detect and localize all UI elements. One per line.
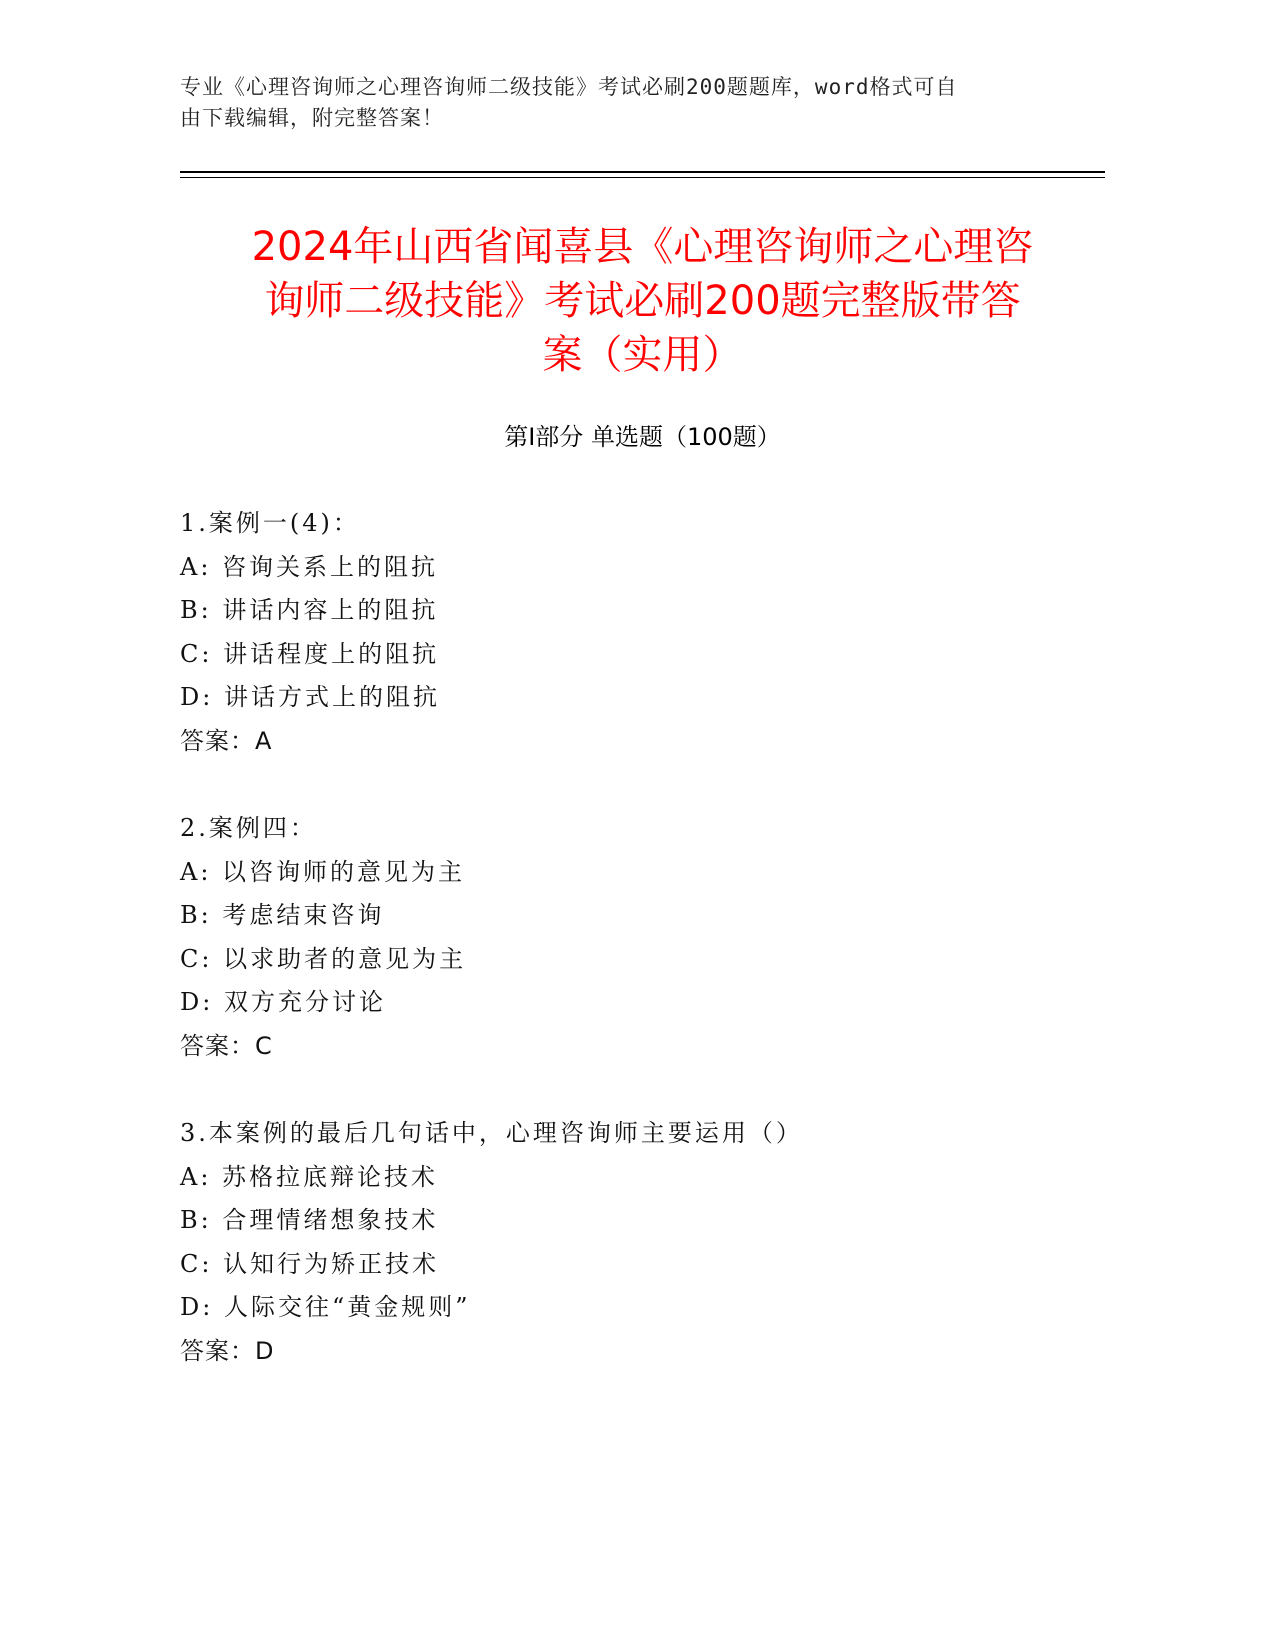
question-2 [180, 807, 1080, 1068]
option-d: D: 人际交往“黄金规则” [180, 1293, 471, 1321]
option-b: B: 合理情绪想象技术 [180, 1206, 439, 1234]
question-stem: 3.本案例的最后几句话中，心理咨询师主要运用（） [180, 1119, 803, 1147]
title-line-3: 案（实用） [542, 332, 743, 378]
answer-key: 答案：C [180, 1031, 273, 1060]
option-d: D: 讲话方式上的阻抗 [180, 683, 440, 711]
option-d: D: 双方充分讨论 [180, 988, 386, 1016]
option-c: C: 认知行为矫正技术 [180, 1249, 440, 1278]
option-b: B: 考虑结束咨询 [180, 901, 385, 929]
option-a: A: 以咨询师的意见为主 [180, 857, 466, 886]
header-note-line-2: 由下载编辑，附完整答案！ [180, 106, 444, 130]
document-header-note [180, 72, 1060, 134]
option-a: A: 咨询关系上的阻抗 [180, 552, 439, 581]
section-heading: 第Ⅰ部分 单选题（100题） [504, 423, 781, 451]
answer-key: 答案：A [180, 726, 273, 755]
question-stem: 1.案例一(4)： [180, 509, 360, 537]
title-line-2: 询师二级技能》考试必刷200题完整版带答 [264, 278, 1021, 324]
question-stem: 2.案例四： [180, 814, 317, 842]
option-b: B: 讲话内容上的阻抗 [180, 596, 439, 624]
answer-key: 答案：D [180, 1336, 275, 1365]
title-line-1: 2024年山西省闻喜县《心理咨询师之心理咨 [251, 224, 1034, 270]
option-c: C: 讲话程度上的阻抗 [180, 639, 440, 668]
option-a: A: 苏格拉底辩论技术 [180, 1162, 439, 1191]
document-title [180, 220, 1105, 382]
question-3 [180, 1112, 1080, 1373]
header-note-line-1: 专业《心理咨询师之心理咨询师二级技能》考试必刷200题题库，word格式可自 [180, 75, 958, 99]
option-c: C: 以求助者的意见为主 [180, 944, 467, 973]
header-divider-thick [180, 171, 1105, 173]
question-1 [180, 502, 1080, 763]
header-divider-thin [180, 177, 1105, 178]
